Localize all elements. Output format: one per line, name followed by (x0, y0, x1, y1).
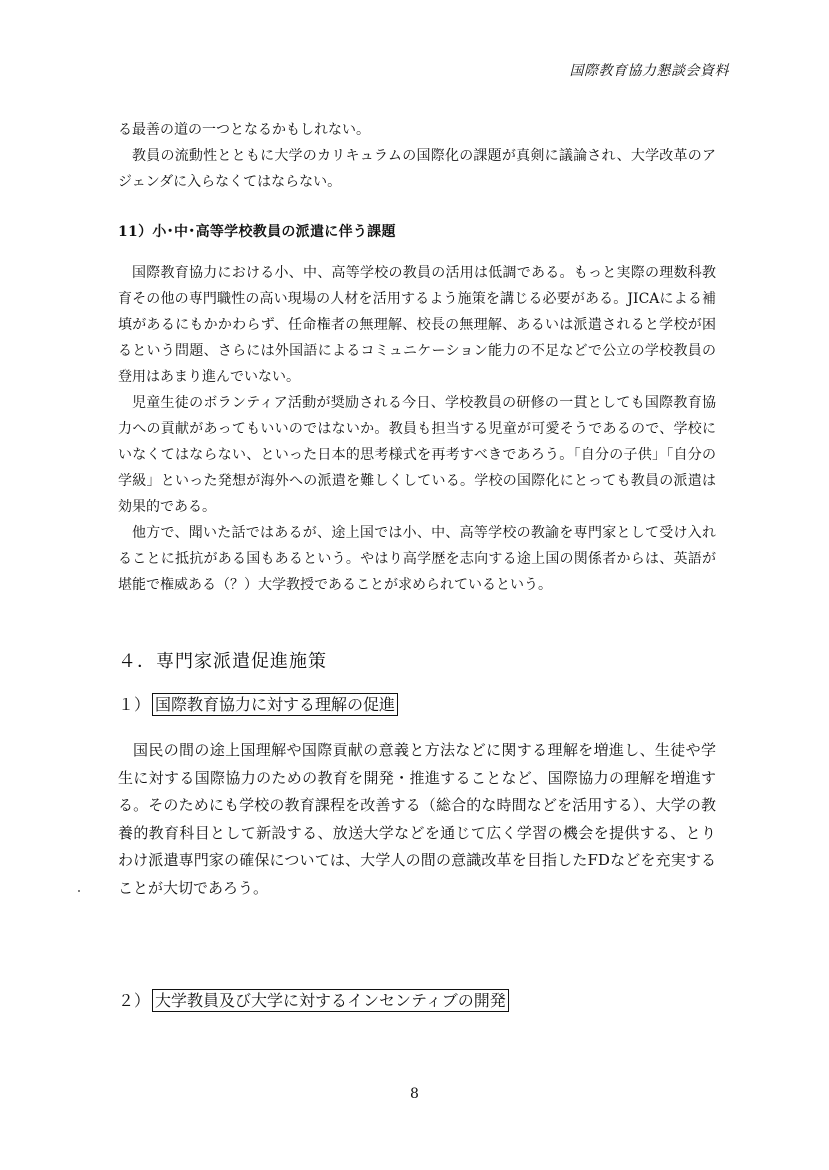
page-number: 8 (410, 1086, 419, 1102)
item-number: １） (118, 695, 151, 714)
section-heading (118, 647, 716, 673)
subsection-title: 11）小･中･高等学校教員の派遣に伴う課題 (118, 224, 396, 240)
scan-speck (78, 890, 80, 892)
paragraph: 国民の間の途上国理解や国際貢献の意義と方法などに関する理解を増進し、生徒や学生に対する国際協力のための教育を開発・推進することなど、国際協力の理解を増進する。そのためにも学校の教育課程を改善する（総合的な時間などを活用する）、大学の教養的教育科目として新設する、放送大学などを通じて広く学習の機会を提供する、とりわけ派遣専門家の確保については、大学人の間の意識改革を目指したFDなどを充実することが大切であろう。 (118, 741, 716, 897)
boxed-title: 国際教育協力に対する理解の促進 (152, 693, 398, 716)
paragraph: る最善の道の一つとなるかもしれない。 (118, 122, 370, 138)
item-heading (118, 692, 716, 715)
subsection-body (118, 260, 716, 598)
item-number: ２） (118, 991, 151, 1010)
paragraph: 他方で、聞いた話ではあるが、途上国では小、中、高等学校の教諭を専門家として受け入れることに抵抗がある国もあるという。やはり高学歴を志向する途上国の関係者からは、英語が堪能で権威ある（？）大学教授であることが求められているという。 (118, 525, 716, 593)
paragraph: 国際教育協力における小、中、高等学校の教員の活用は低調である。もっと実際の理数科教育その他の専門職性の高い現場の人材を活用するよう施策を講じる必要がある。JICAによる補填があるにもかかわらず、任命権者の無理解、校長の無理解、あるいは派遣されると学校が困るという問題、さらには外国語によるコミュニケーション能力の不足などで公立の学校教員の登用はあまり進んでいない。 (118, 265, 716, 385)
section-title: ４．専門家派遣促進施策 (118, 651, 327, 672)
subsection-heading (118, 221, 716, 241)
item-body (118, 737, 716, 902)
item-heading (118, 988, 716, 1011)
paragraph: 児童生徒のボランティア活動が奨励される今日、学校教員の研修の一貫としても国際教育協力への貢献があってもいいのではないか。教員も担当する児童が可愛そうであるので、学校にいなくてはならない、といった日本的思考様式を再考すべきであろう。「自分の子供」「自分の学級」といった発想が海外への派遣を難しくしている。学校の国際化にとっても教員の派遣は効果的である。 (118, 395, 716, 515)
paragraph: 教員の流動性とともに大学のカリキュラムの国際化の課題が真剣に議論され、大学改革のアジェンダに入らなくてはならない。 (118, 148, 716, 190)
item-title (118, 988, 716, 1011)
boxed-title: 大学教員及び大学に対するインセンティブの開発 (152, 989, 509, 1012)
item-title (118, 692, 716, 715)
continued-text (118, 117, 716, 195)
running-header: 国際教育協力懇談会資料 (569, 63, 729, 79)
